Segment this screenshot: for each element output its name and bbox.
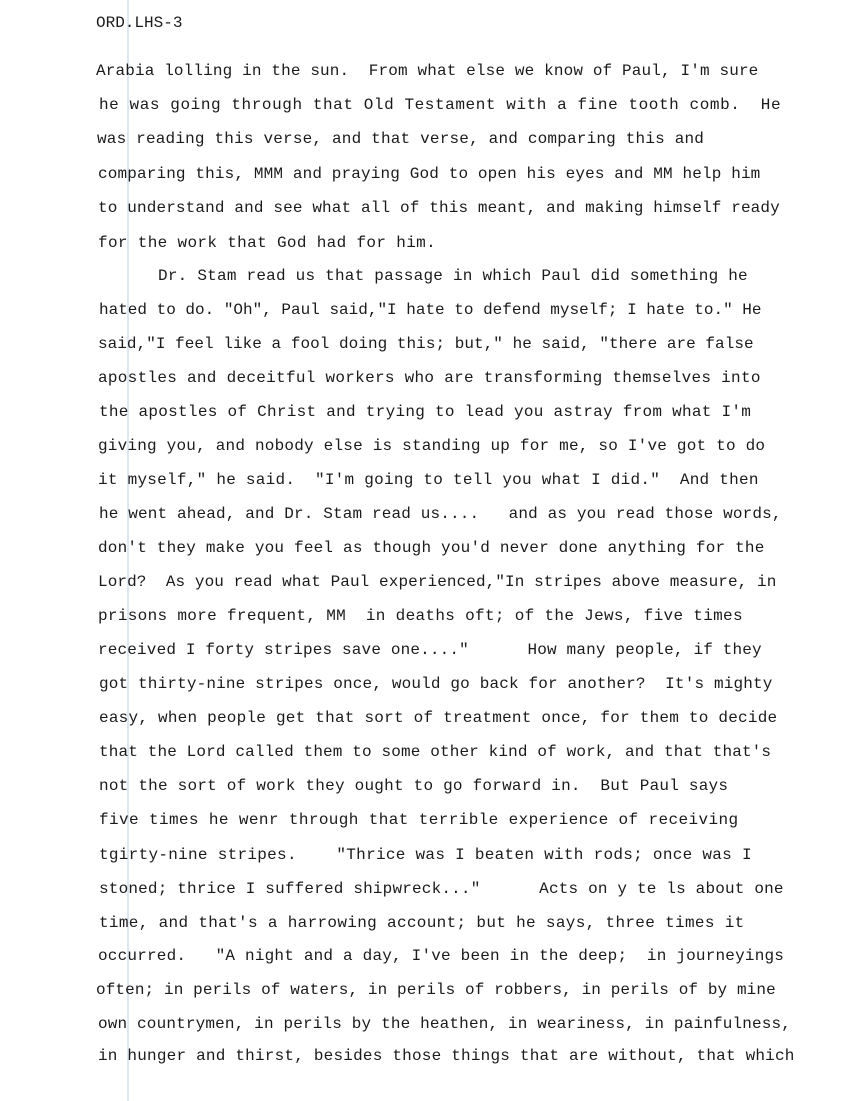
text-line: comparing this, MMM and praying God to open his eyes and MM help him (98, 165, 761, 183)
text-line: in hunger and thirst, besides those things that are without, that which (98, 1047, 795, 1065)
text-line: five times he wenr through that terrible experience of receiving (99, 811, 739, 829)
page-reference: ORD.LHS-3 (96, 14, 183, 32)
text-line: giving you, and nobody else is standing up for me, so I've got to do (98, 437, 766, 455)
text-line: Arabia lolling in the sun. From what else we know of Paul, I'm sure (96, 62, 759, 80)
text-line: easy, when people get that sort of treatment once, for them to decide (99, 709, 778, 727)
text-line: prisons more frequent, MM in deaths oft; of the Jews, five times (98, 607, 743, 625)
text-line: it myself," he said. "I'm going to tell you what I did." And then (98, 471, 759, 489)
text-line: got thirty-nine stripes once, would go back for another? It's mighty (99, 675, 773, 693)
text-line: own countrymen, in perils by the heathen, in weariness, in painfulness, (98, 1015, 792, 1033)
text-line: time, and that's a harrowing account; but he says, three times it (99, 914, 745, 932)
text-line: for the work that God had for him. (98, 234, 437, 252)
text-line: Dr. Stam read us that passage in which Paul did something he (158, 267, 748, 285)
text-line: don't they make you feel as though you'd never done anything for the (98, 539, 765, 557)
text-line: Lord? As you read what Paul experienced,"In stripes above measure, in (98, 573, 777, 591)
text-line: he went ahead, and Dr. Stam read us.... and as you read those words, (99, 505, 782, 523)
text-line: hated to do. "Oh", Paul said,"I hate to defend myself; I hate to." He (99, 301, 762, 319)
text-line: occurred. "A night and a day, I've been in the deep; in journeyings (98, 947, 785, 965)
text-line: apostles and deceitful workers who are transforming themselves into (98, 369, 761, 387)
text-line: said,"I feel like a fool doing this; but," he said, "there are false (98, 335, 754, 353)
text-line: the apostles of Christ and trying to lead you astray from what I'm (99, 403, 752, 421)
text-line: he was going through that Old Testament with a fine tooth comb. He (99, 96, 782, 114)
text-line: not the sort of work they ought to go forward in. But Paul says (99, 777, 729, 795)
text-line: stoned; thrice I suffered shipwreck..." Acts on y te ls about one (99, 880, 784, 898)
text-line: received I forty stripes save one...." How many people, if they (98, 641, 762, 659)
text-line: that the Lord called them to some other kind of work, and that that's (99, 743, 772, 761)
text-line: was reading this verse, and that verse, and comparing this and (97, 130, 705, 148)
text-line: often; in perils of waters, in perils of robbers, in perils of by mine (96, 981, 776, 999)
text-line: to understand and see what all of this meant, and making himself ready (98, 199, 780, 217)
text-line: tgirty-nine stripes. "Thrice was I beaten with rods; once was I (99, 846, 752, 864)
